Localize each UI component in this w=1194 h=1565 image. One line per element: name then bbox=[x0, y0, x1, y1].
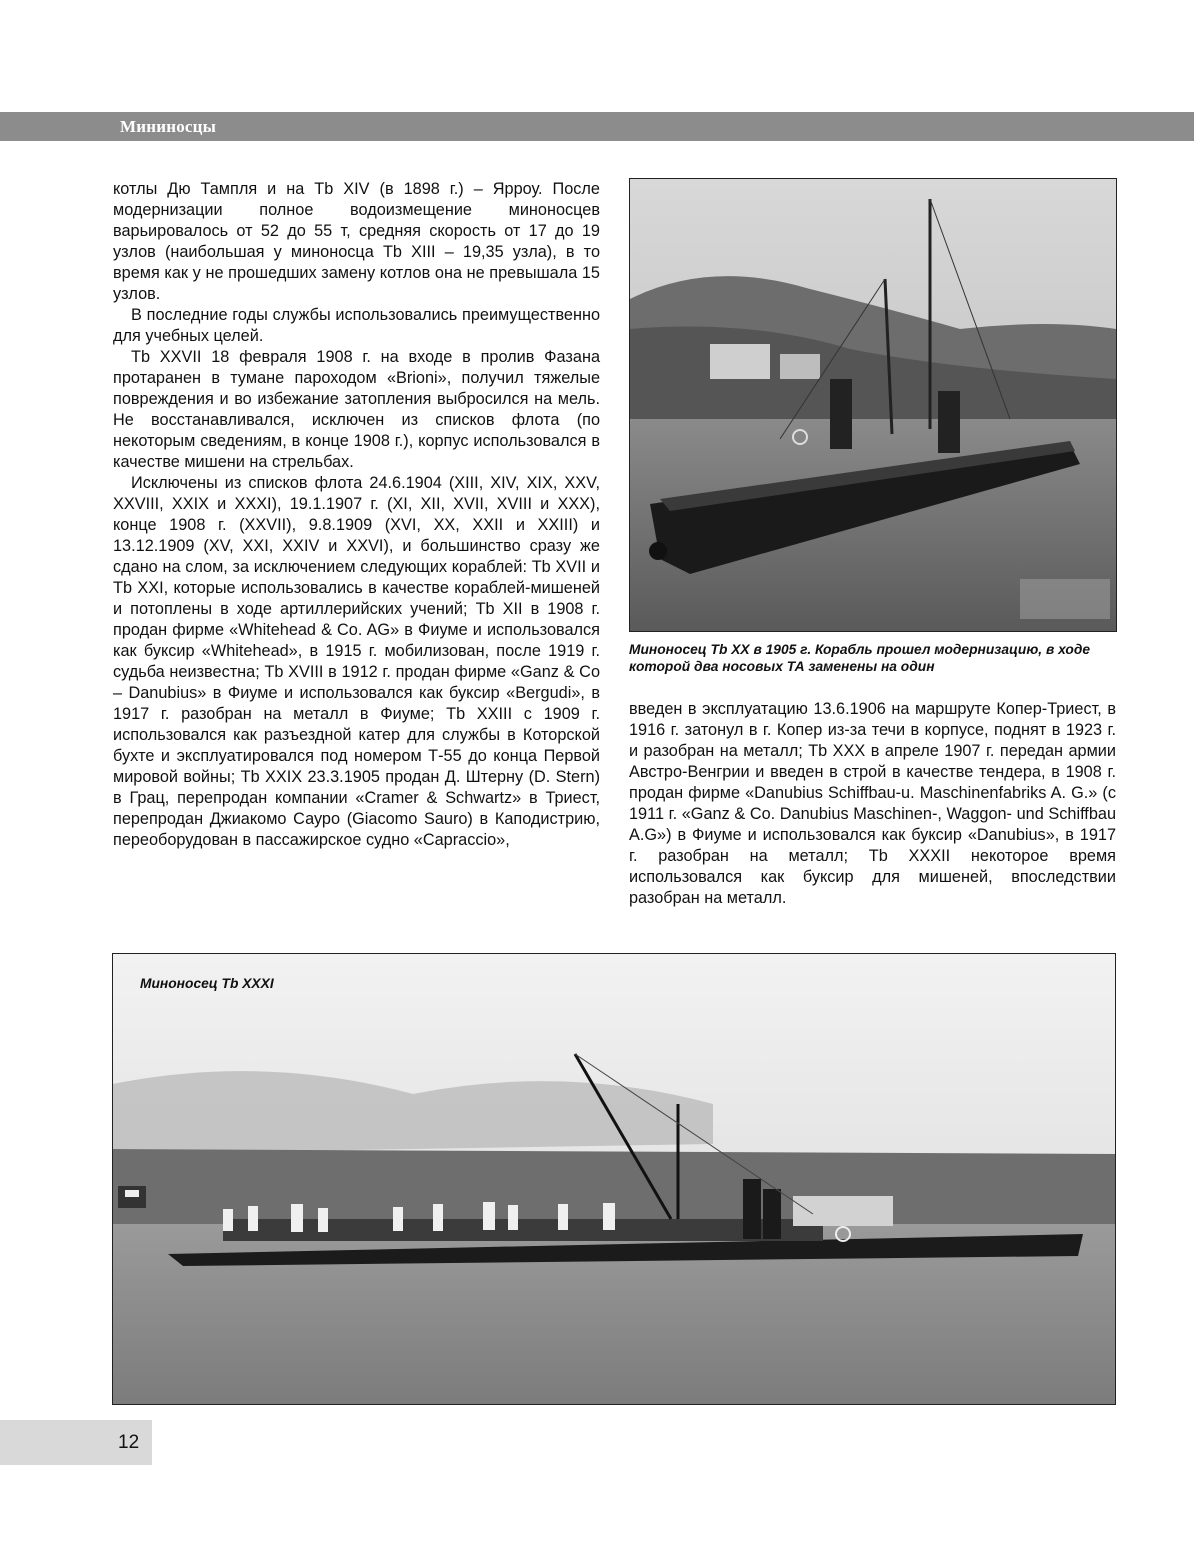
torpedo-boat-tb-xx-photo bbox=[629, 178, 1117, 632]
paragraph: Исключены из списков флота 24.6.1904 (XIII, XIV, XIX, XXV, XXVIII, XXIX и XXXI), 19.1.1907 г. (XI, XII, XVII, XVIII и XXX), конце 1908 г. (XXVII), 9.8.1909 (XVI, XX, XXII и XXIII) и 13.12.1909 (XV, XXI, XXIV и XXVI), и большинство сразу же сдано на слом, за исключением следующих кораблей: Tb XVII и Tb XXI, которые использовались в качестве кораблей-мишеней и потоплены в ходе артиллерийских учений; Tb XII в 1908 г. продан фирме «Whitehead & Co. AG» в Фиуме и использовался как буксир «Whitehead», в 1915 г. мобилизован, после 1919 г. судьба неизвестна; Tb XVIII в 1912 г. продан фирме «Ganz & Co – Danubius» в Фиуме и использовался как буксир «Bergudi», в 1917 г. разобран на металл в Фиуме; Tb XXIII с 1909 г. использовался как разъездной катер для службы в Которской бухте и эксплуатировался под номером Т-55 до конца Первой мировой войны; Tb XXIX 23.3.1905 продан Д. Штерну (D. Stern) в Грац, перепродан компании «Cramer & Schwartz» в Триест, перепродан Джиакомо Сауро (Giacomo Sauro) в Каподистрию, переоборудован в пассажирское судно «Capraccio», bbox=[113, 474, 600, 849]
paragraph: котлы Дю Тампля и на Tb XIV (в 1898 г.) – Ярроу. После модернизации полное водоизмещение миноносцев варьировалось от 52 до 55 т, средняя скорость от 17 до 19 узлов (наибольшая у миноносца Tb XIII – 19,35 узла), в то время как у не прошедших замену котлов она не превышала 15 узлов. bbox=[113, 180, 600, 303]
running-header: Мининосцы bbox=[120, 117, 217, 136]
top-photo-caption: Миноносец Tb XX в 1905 г. Корабль прошел модернизацию, в ходе которой два носовых ТА заменены на один bbox=[629, 642, 1091, 674]
right-text-column bbox=[629, 699, 1116, 909]
torpedo-boat-tb-xxxi-photo bbox=[112, 953, 1116, 1405]
paragraph: Tb XXVII 18 февраля 1908 г. на входе в пролив Фазана протаранен в тумане пароходом «Brioni», получил тяжелые повреждения и во избежание затопления выбросился на мель. Не восстанавливался, исключен из списков флота (по некоторым сведениям, в конце 1908 г.), корпус использовался в качестве мишени на стрельбах. bbox=[113, 348, 600, 471]
page-number: 12 bbox=[118, 1432, 140, 1453]
ship-photo-illustration bbox=[630, 179, 1116, 631]
left-text-column bbox=[113, 179, 600, 851]
paragraph: В последние годы службы использовались преимущественно для учебных целей. bbox=[113, 306, 600, 345]
ship-photo-illustration bbox=[113, 954, 1115, 1404]
paragraph: введен в эксплуатацию 13.6.1906 на маршруте Копер-Триест, в 1916 г. затонул в г. Копер из-за течи в корпусе, поднят в 1923 г. и разобран на металл; Tb XXX в апреле 1907 г. передан армии Австро-Венгрии и введен в строй в качестве тендера, в 1908 г. продан фирме «Danubius Schiffbau-u. Maschinenfabriks A. G.» (с 1911 г. «Ganz & Co. Danubius Maschinen-, Waggon- und Schiffbau A.G») в Фиуме и использовался как буксир «Danubius», в 1917 г. разобран на металл; Tb XXXII некоторое время использовался как буксир для мишеней, впоследствии разобран на металл. bbox=[629, 700, 1116, 907]
bottom-photo-caption: Миноносец Tb XXXI bbox=[140, 976, 274, 991]
